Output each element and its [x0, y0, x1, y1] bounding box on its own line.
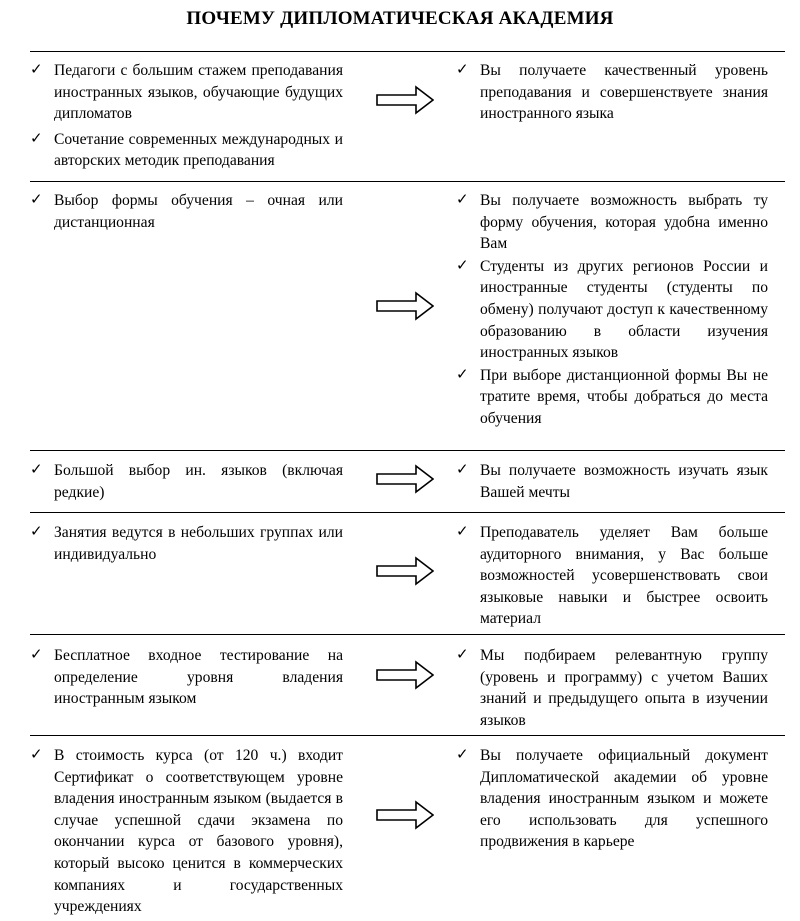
check-icon: ✓	[30, 192, 43, 208]
check-icon: ✓	[30, 62, 43, 78]
check-icon: ✓	[456, 62, 469, 78]
feature-column	[30, 645, 343, 710]
right-arrow-icon	[376, 291, 434, 321]
benefit-column	[456, 190, 768, 430]
benefit-item	[456, 460, 768, 503]
feature-text: Бесплатное входное тестирование на определение уровня владения иностранным языком	[54, 647, 343, 708]
divider	[30, 634, 785, 635]
check-icon: ✓	[456, 747, 469, 763]
check-icon: ✓	[30, 647, 43, 663]
divider	[30, 51, 785, 52]
benefit-item	[456, 60, 768, 125]
divider	[30, 735, 785, 736]
check-icon: ✓	[456, 462, 469, 478]
check-icon: ✓	[30, 130, 43, 147]
feature-text: Сочетание современных международных и авторских методик преподавания	[54, 130, 343, 170]
feature-item	[30, 645, 343, 710]
feature-column	[30, 460, 343, 503]
benefit-text: Вы получаете качественный уровень преподавания и совершенствуете знания иностранного языка	[480, 62, 768, 123]
feature-item	[30, 745, 343, 918]
feature-item	[30, 60, 343, 125]
feature-text: Выбор формы обучения – очная или дистанционная	[54, 192, 343, 231]
page-title: ПОЧЕМУ ДИПЛОМАТИЧЕСКАЯ АКАДЕМИЯ	[186, 8, 614, 29]
check-icon: ✓	[456, 647, 469, 663]
benefit-text: Вы получаете возможность изучать язык Вашей мечты	[480, 462, 768, 501]
check-icon: ✓	[456, 257, 469, 274]
check-icon: ✓	[30, 524, 43, 540]
feature-column	[30, 190, 343, 233]
check-icon: ✓	[30, 462, 43, 478]
feature-item	[30, 129, 343, 172]
check-icon: ✓	[30, 747, 43, 763]
check-icon: ✓	[456, 192, 469, 208]
benefit-column	[456, 745, 768, 853]
benefit-text: Преподаватель уделяет Вам больше аудиторного внимания, у Вас больше возможностей усовершенствовать свои языковые навыки и быстрее освоить материал	[480, 524, 768, 628]
benefit-text: При выборе дистанционной формы Вы не тратите время, чтобы добраться до места обучения	[480, 366, 768, 427]
benefit-column	[456, 460, 768, 503]
benefit-text: Мы подбираем релевантную группу (уровень и программу) с учетом Ваших знаний и предыдущего опыта в изучении языков	[480, 647, 768, 729]
divider	[30, 512, 785, 513]
feature-text: Педагоги с большим стажем преподавания иностранных языков, обучающие будущих дипломатов	[54, 62, 343, 123]
right-arrow-icon	[376, 660, 434, 690]
benefit-item	[456, 256, 768, 364]
check-icon: ✓	[456, 366, 469, 383]
right-arrow-icon	[376, 556, 434, 586]
feature-item	[30, 522, 343, 565]
right-arrow-icon	[376, 85, 434, 115]
feature-item	[30, 190, 343, 233]
benefit-item	[456, 745, 768, 853]
benefit-text: Студенты из других регионов России и иностранные студенты (студенты по обмену) получают доступ к качественному образованию в области изучения иностранных языков	[480, 257, 768, 362]
benefit-column	[456, 60, 768, 125]
benefit-column	[456, 522, 768, 630]
feature-column	[30, 745, 343, 918]
feature-text: Большой выбор ин. языков (включая редкие)	[54, 462, 343, 501]
check-icon: ✓	[456, 524, 469, 540]
benefit-item	[456, 645, 768, 731]
benefit-item	[456, 190, 768, 255]
right-arrow-icon	[376, 800, 434, 830]
feature-column	[30, 522, 343, 565]
feature-text: Занятия ведутся в небольших группах или индивидуально	[54, 524, 343, 563]
benefit-item	[456, 522, 768, 630]
benefit-text: Вы получаете возможность выбрать ту форму обучения, которая удобна именно Вам	[480, 192, 768, 253]
feature-text: В стоимость курса (от 120 ч.) входит Сертификат о соответствующем уровне владения иностранным языком (выдается в случае успешной сдачи экзамена по окончании курса от базового уровня), который высоко ценится в коммерческих компаниях и государственных учреждениях	[54, 747, 343, 916]
divider	[30, 181, 785, 182]
feature-column	[30, 60, 343, 172]
benefit-text: Вы получаете официальный документ Дипломатической академии об уровне владения иностранным языком и можете его использовать для успешного продвижения в карьере	[480, 747, 768, 851]
right-arrow-icon	[376, 464, 434, 494]
feature-item	[30, 460, 343, 503]
benefit-item	[456, 365, 768, 430]
divider	[30, 450, 785, 451]
benefit-column	[456, 645, 768, 731]
